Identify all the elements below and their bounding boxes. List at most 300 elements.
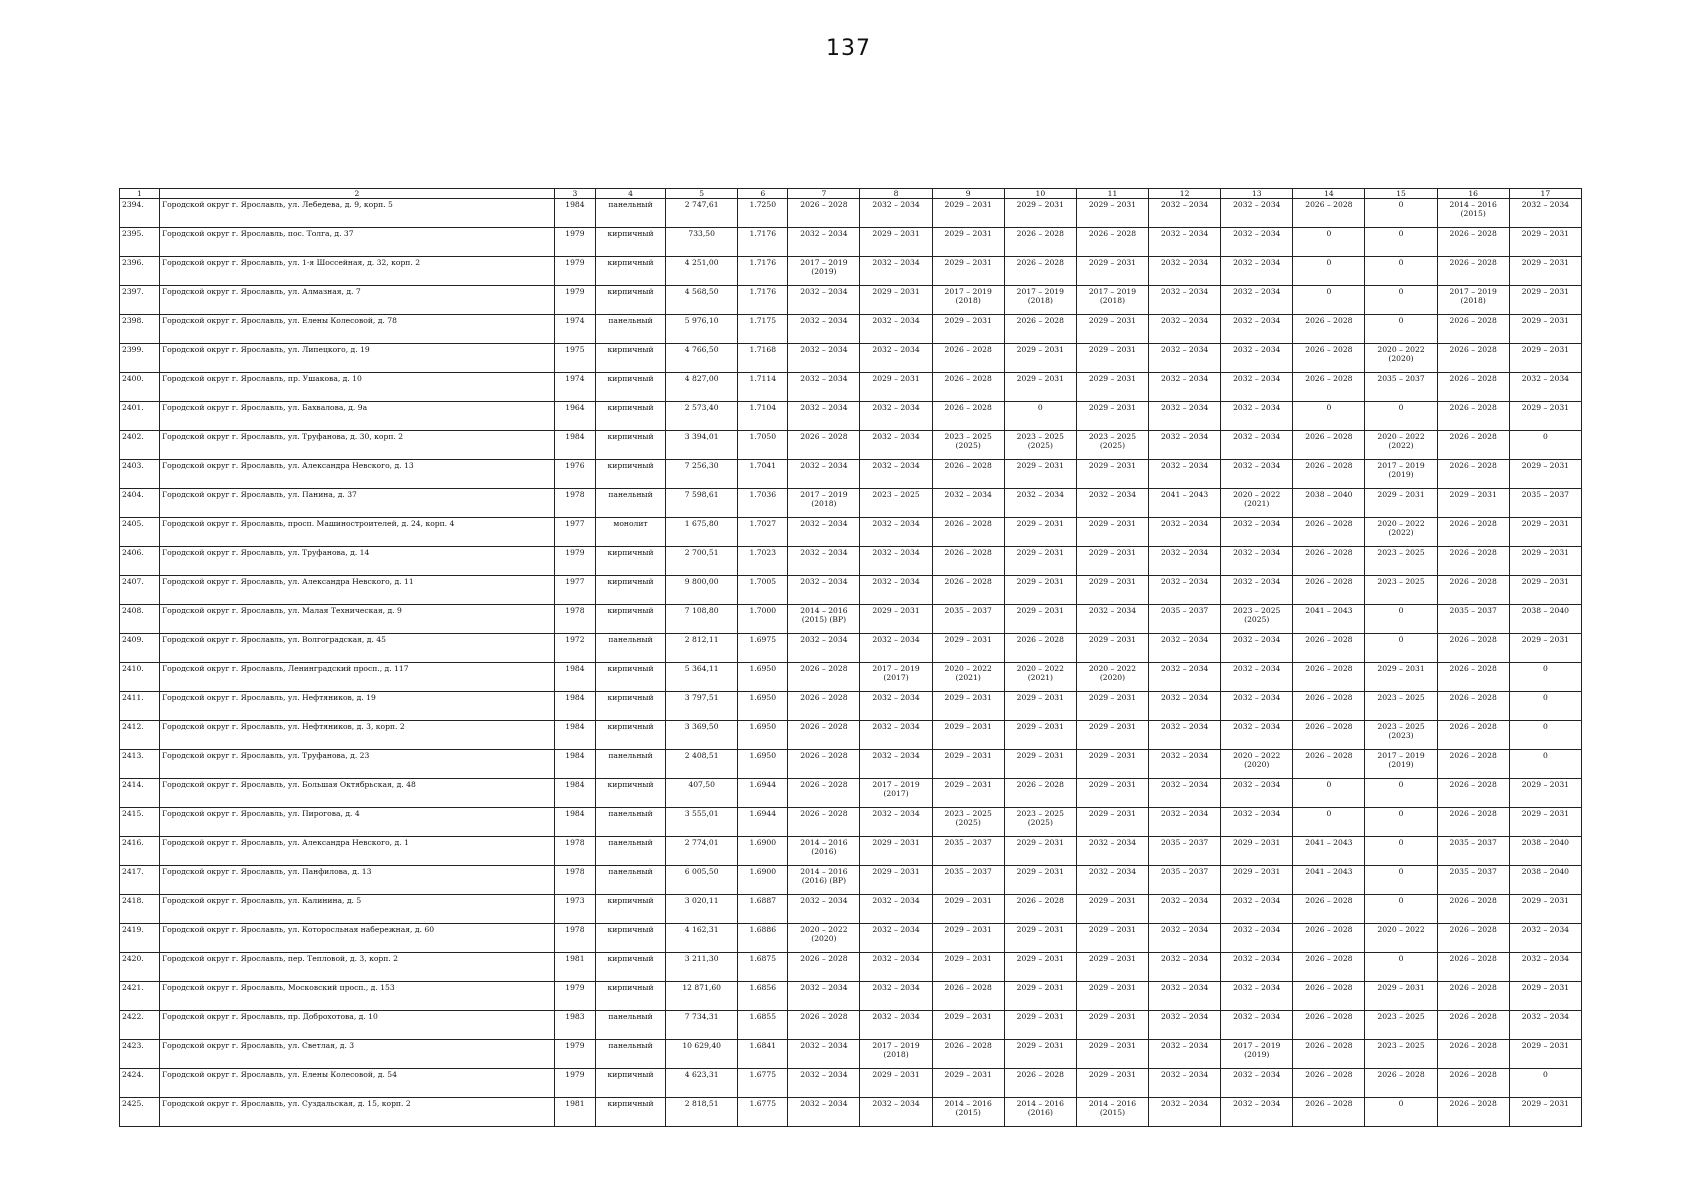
table-cell-col-2: Городской округ г. Ярославль, ул. Александра Невского, д. 13 <box>160 460 555 489</box>
table-cell-col-17: 2038 – 2040 <box>1509 605 1581 634</box>
table-cell-col-4: кирпичный <box>595 344 665 373</box>
table-cell-col-1: 2394. <box>120 199 160 228</box>
table-cell-col-8: 2032 – 2034 <box>860 518 932 547</box>
table-cell-col-13: 2032 – 2034 <box>1221 460 1293 489</box>
table-row <box>120 315 1582 344</box>
table-cell-col-17: 2029 – 2031 <box>1509 1098 1581 1127</box>
table-cell-col-9: 2029 – 2031 <box>932 228 1004 257</box>
table-cell-col-4: панельный <box>595 489 665 518</box>
table-cell-col-14: 2026 – 2028 <box>1293 1069 1365 1098</box>
table-cell-col-13: 2032 – 2034 <box>1221 547 1293 576</box>
table-cell-col-8: 2029 – 2031 <box>860 605 932 634</box>
table-cell-col-4: кирпичный <box>595 286 665 315</box>
table-cell-col-12: 2032 – 2034 <box>1149 721 1221 750</box>
table-row <box>120 634 1582 663</box>
table-cell-col-17: 2029 – 2031 <box>1509 228 1581 257</box>
table-cell-col-7: 2032 – 2034 <box>788 634 860 663</box>
table-cell-col-10: 2029 – 2031 <box>1004 750 1076 779</box>
table-cell-col-16: 2026 – 2028 <box>1437 982 1509 1011</box>
table-cell-col-14: 2041 – 2043 <box>1293 605 1365 634</box>
table-cell-col-13: 2032 – 2034 <box>1221 1098 1293 1127</box>
table-cell-col-10: 2023 – 2025 (2025) <box>1004 431 1076 460</box>
table-cell-col-2: Городской округ г. Ярославль, пр. Ушакова, д. 10 <box>160 373 555 402</box>
table-cell-col-10: 2029 – 2031 <box>1004 982 1076 1011</box>
table-cell-col-3: 1974 <box>554 315 595 344</box>
table-cell-col-14: 0 <box>1293 808 1365 837</box>
table-cell-col-15: 2023 – 2025 <box>1365 1011 1437 1040</box>
table-cell-col-16: 2026 – 2028 <box>1437 692 1509 721</box>
table-cell-col-15: 0 <box>1365 199 1437 228</box>
table-cell-col-2: Городской округ г. Ярославль, ул. Лебедева, д. 9, корп. 5 <box>160 199 555 228</box>
table-cell-col-11: 2029 – 2031 <box>1076 692 1148 721</box>
table-cell-col-7: 2032 – 2034 <box>788 1098 860 1127</box>
table-cell-col-12: 2035 – 2037 <box>1149 866 1221 895</box>
table-cell-col-3: 1977 <box>554 518 595 547</box>
table-cell-col-9: 2026 – 2028 <box>932 460 1004 489</box>
table-cell-col-11: 2029 – 2031 <box>1076 634 1148 663</box>
table-cell-col-5: 407,50 <box>666 779 738 808</box>
table-cell-col-16: 2026 – 2028 <box>1437 750 1509 779</box>
table-cell-col-1: 2414. <box>120 779 160 808</box>
table-cell-col-8: 2032 – 2034 <box>860 692 932 721</box>
table-cell-col-11: 2029 – 2031 <box>1076 315 1148 344</box>
table-cell-col-13: 2032 – 2034 <box>1221 721 1293 750</box>
table-cell-col-17: 2029 – 2031 <box>1509 576 1581 605</box>
table-cell-col-4: монолит <box>595 518 665 547</box>
table-cell-col-7: 2026 – 2028 <box>788 663 860 692</box>
table-row <box>120 431 1582 460</box>
table-cell-col-3: 1984 <box>554 692 595 721</box>
table-cell-col-1: 2401. <box>120 402 160 431</box>
table-cell-col-6: 1.6875 <box>738 953 788 982</box>
table-cell-col-12: 2032 – 2034 <box>1149 895 1221 924</box>
table-cell-col-16: 2026 – 2028 <box>1437 1040 1509 1069</box>
table-cell-col-9: 2029 – 2031 <box>932 895 1004 924</box>
table-cell-col-11: 2029 – 2031 <box>1076 1011 1148 1040</box>
table-cell-col-2: Городской округ г. Ярославль, ул. Большая Октябрьская, д. 48 <box>160 779 555 808</box>
table-cell-col-12: 2032 – 2034 <box>1149 1011 1221 1040</box>
table-cell-col-4: кирпичный <box>595 228 665 257</box>
table-cell-col-11: 2029 – 2031 <box>1076 460 1148 489</box>
table-cell-col-4: кирпичный <box>595 605 665 634</box>
table-cell-col-1: 2404. <box>120 489 160 518</box>
table-cell-col-8: 2032 – 2034 <box>860 895 932 924</box>
table-cell-col-7: 2032 – 2034 <box>788 982 860 1011</box>
table-cell-col-17: 2032 – 2034 <box>1509 373 1581 402</box>
table-cell-col-10: 2026 – 2028 <box>1004 779 1076 808</box>
table-cell-col-3: 1984 <box>554 750 595 779</box>
table-cell-col-2: Городской округ г. Ярославль, ул. Которосльная набережная, д. 60 <box>160 924 555 953</box>
table-cell-col-6: 1.6856 <box>738 982 788 1011</box>
table-cell-col-12: 2032 – 2034 <box>1149 663 1221 692</box>
table-cell-col-9: 2023 – 2025 (2025) <box>932 431 1004 460</box>
table-cell-col-8: 2029 – 2031 <box>860 373 932 402</box>
table-cell-col-16: 2026 – 2028 <box>1437 228 1509 257</box>
table-cell-col-7: 2032 – 2034 <box>788 518 860 547</box>
table-row <box>120 518 1582 547</box>
table-cell-col-15: 0 <box>1365 634 1437 663</box>
table-cell-col-9: 2029 – 2031 <box>932 924 1004 953</box>
table-cell-col-8: 2032 – 2034 <box>860 924 932 953</box>
table-cell-col-11: 2029 – 2031 <box>1076 1069 1148 1098</box>
column-header-7: 7 <box>788 189 860 199</box>
table-cell-col-9: 2026 – 2028 <box>932 518 1004 547</box>
table-cell-col-12: 2032 – 2034 <box>1149 953 1221 982</box>
table-cell-col-7: 2014 – 2016 (2016) <box>788 837 860 866</box>
table-cell-col-3: 1981 <box>554 1098 595 1127</box>
table-cell-col-6: 1.7041 <box>738 460 788 489</box>
table-cell-col-12: 2032 – 2034 <box>1149 228 1221 257</box>
table-row <box>120 779 1582 808</box>
table-cell-col-2: Городской округ г. Ярославль, ул. Труфанова, д. 14 <box>160 547 555 576</box>
table-cell-col-17: 0 <box>1509 1069 1581 1098</box>
table-cell-col-3: 1984 <box>554 721 595 750</box>
table-cell-col-14: 2026 – 2028 <box>1293 1098 1365 1127</box>
table-cell-col-10: 2020 – 2022 (2021) <box>1004 663 1076 692</box>
table-cell-col-8: 2032 – 2034 <box>860 1098 932 1127</box>
table-cell-col-14: 2026 – 2028 <box>1293 750 1365 779</box>
table-row <box>120 489 1582 518</box>
table-cell-col-4: кирпичный <box>595 547 665 576</box>
table-cell-col-6: 1.7114 <box>738 373 788 402</box>
table-cell-col-2: Городской округ г. Ярославль, ул. Труфанова, д. 23 <box>160 750 555 779</box>
table-cell-col-4: кирпичный <box>595 1098 665 1127</box>
table-cell-col-3: 1979 <box>554 547 595 576</box>
table-cell-col-5: 4 623,31 <box>666 1069 738 1098</box>
table-cell-col-16: 2035 – 2037 <box>1437 837 1509 866</box>
table-cell-col-1: 2415. <box>120 808 160 837</box>
table-cell-col-2: Городской округ г. Ярославль, Московский просп., д. 153 <box>160 982 555 1011</box>
housing-register-table <box>119 188 1582 1127</box>
table-cell-col-13: 2032 – 2034 <box>1221 518 1293 547</box>
table-cell-col-4: панельный <box>595 837 665 866</box>
table-cell-col-6: 1.7176 <box>738 228 788 257</box>
table-cell-col-4: кирпичный <box>595 779 665 808</box>
table-cell-col-17: 2032 – 2034 <box>1509 924 1581 953</box>
table-cell-col-10: 2029 – 2031 <box>1004 547 1076 576</box>
table-cell-col-5: 3 555,01 <box>666 808 738 837</box>
table-cell-col-13: 2032 – 2034 <box>1221 808 1293 837</box>
table-cell-col-1: 2422. <box>120 1011 160 1040</box>
table-cell-col-17: 2029 – 2031 <box>1509 315 1581 344</box>
table-cell-col-1: 2412. <box>120 721 160 750</box>
table-cell-col-17: 2029 – 2031 <box>1509 460 1581 489</box>
table-cell-col-14: 2026 – 2028 <box>1293 721 1365 750</box>
table-cell-col-11: 2029 – 2031 <box>1076 257 1148 286</box>
table-cell-col-7: 2032 – 2034 <box>788 373 860 402</box>
table-cell-col-14: 2041 – 2043 <box>1293 866 1365 895</box>
table-cell-col-9: 2029 – 2031 <box>932 199 1004 228</box>
table-cell-col-15: 0 <box>1365 953 1437 982</box>
table-cell-col-12: 2035 – 2037 <box>1149 605 1221 634</box>
table-cell-col-1: 2405. <box>120 518 160 547</box>
table-cell-col-2: Городской округ г. Ярославль, ул. Александра Невского, д. 1 <box>160 837 555 866</box>
table-cell-col-7: 2026 – 2028 <box>788 692 860 721</box>
table-cell-col-15: 0 <box>1365 779 1437 808</box>
table-cell-col-8: 2032 – 2034 <box>860 344 932 373</box>
table-cell-col-6: 1.7000 <box>738 605 788 634</box>
table-cell-col-16: 2026 – 2028 <box>1437 460 1509 489</box>
table-cell-col-3: 1972 <box>554 634 595 663</box>
table-body <box>120 199 1582 1127</box>
table-cell-col-7: 2026 – 2028 <box>788 721 860 750</box>
table-cell-col-6: 1.6950 <box>738 750 788 779</box>
table-cell-col-17: 2032 – 2034 <box>1509 199 1581 228</box>
table-cell-col-11: 2029 – 2031 <box>1076 808 1148 837</box>
table-cell-col-2: Городской округ г. Ярославль, ул. Труфанова, д. 30, корп. 2 <box>160 431 555 460</box>
table-cell-col-11: 2026 – 2028 <box>1076 228 1148 257</box>
table-cell-col-7: 2032 – 2034 <box>788 228 860 257</box>
table-cell-col-10: 2029 – 2031 <box>1004 692 1076 721</box>
table-cell-col-3: 1977 <box>554 576 595 605</box>
table-cell-col-10: 2026 – 2028 <box>1004 634 1076 663</box>
table-cell-col-4: панельный <box>595 750 665 779</box>
column-header-8: 8 <box>860 189 932 199</box>
table-cell-col-16: 2026 – 2028 <box>1437 634 1509 663</box>
table-row <box>120 1069 1582 1098</box>
table-cell-col-2: Городской округ г. Ярославль, ул. Липецкого, д. 19 <box>160 344 555 373</box>
table-cell-col-1: 2411. <box>120 692 160 721</box>
table-cell-col-2: Городской округ г. Ярославль, ул. Нефтяников, д. 19 <box>160 692 555 721</box>
table-cell-col-9: 2029 – 2031 <box>932 692 1004 721</box>
table-cell-col-9: 2026 – 2028 <box>932 547 1004 576</box>
table-cell-col-13: 2032 – 2034 <box>1221 634 1293 663</box>
column-header-5: 5 <box>666 189 738 199</box>
table-cell-col-16: 2026 – 2028 <box>1437 344 1509 373</box>
table-cell-col-2: Городской округ г. Ярославль, ул. Суздальская, д. 15, корп. 2 <box>160 1098 555 1127</box>
table-cell-col-1: 2409. <box>120 634 160 663</box>
table-cell-col-12: 2032 – 2034 <box>1149 634 1221 663</box>
table-cell-col-17: 2029 – 2031 <box>1509 547 1581 576</box>
table-cell-col-15: 0 <box>1365 228 1437 257</box>
table-cell-col-13: 2032 – 2034 <box>1221 286 1293 315</box>
table-cell-col-12: 2032 – 2034 <box>1149 402 1221 431</box>
column-header-12: 12 <box>1149 189 1221 199</box>
table-cell-col-17: 2029 – 2031 <box>1509 895 1581 924</box>
table-cell-col-10: 2029 – 2031 <box>1004 1040 1076 1069</box>
table-cell-col-16: 2026 – 2028 <box>1437 257 1509 286</box>
table-cell-col-10: 2029 – 2031 <box>1004 605 1076 634</box>
table-cell-col-10: 2017 – 2019 (2018) <box>1004 286 1076 315</box>
table-cell-col-8: 2032 – 2034 <box>860 576 932 605</box>
table-cell-col-13: 2032 – 2034 <box>1221 373 1293 402</box>
table-row <box>120 866 1582 895</box>
table-cell-col-15: 2020 – 2022 <box>1365 924 1437 953</box>
table-cell-col-15: 2020 – 2022 (2020) <box>1365 344 1437 373</box>
column-header-14: 14 <box>1293 189 1365 199</box>
table-cell-col-8: 2032 – 2034 <box>860 953 932 982</box>
table-row <box>120 895 1582 924</box>
table-cell-col-12: 2032 – 2034 <box>1149 257 1221 286</box>
table-row <box>120 460 1582 489</box>
table-cell-col-11: 2029 – 2031 <box>1076 518 1148 547</box>
table-cell-col-14: 2026 – 2028 <box>1293 982 1365 1011</box>
table-cell-col-4: кирпичный <box>595 663 665 692</box>
table-cell-col-1: 2425. <box>120 1098 160 1127</box>
column-header-3: 3 <box>554 189 595 199</box>
table-cell-col-3: 1978 <box>554 924 595 953</box>
table-cell-col-11: 2029 – 2031 <box>1076 982 1148 1011</box>
table-row <box>120 982 1582 1011</box>
table-cell-col-9: 2032 – 2034 <box>932 489 1004 518</box>
table-cell-col-17: 2029 – 2031 <box>1509 634 1581 663</box>
table-cell-col-7: 2026 – 2028 <box>788 1011 860 1040</box>
table-cell-col-6: 1.6975 <box>738 634 788 663</box>
table-cell-col-16: 2035 – 2037 <box>1437 605 1509 634</box>
table-cell-col-17: 0 <box>1509 663 1581 692</box>
table-cell-col-2: Городской округ г. Ярославль, ул. Алмазная, д. 7 <box>160 286 555 315</box>
table-cell-col-13: 2032 – 2034 <box>1221 1069 1293 1098</box>
table-cell-col-4: панельный <box>595 199 665 228</box>
table-cell-col-15: 0 <box>1365 605 1437 634</box>
table-cell-col-5: 5 364,11 <box>666 663 738 692</box>
table-cell-col-7: 2032 – 2034 <box>788 402 860 431</box>
table-cell-col-15: 0 <box>1365 808 1437 837</box>
table-cell-col-6: 1.7168 <box>738 344 788 373</box>
table-cell-col-6: 1.6900 <box>738 866 788 895</box>
table-cell-col-15: 0 <box>1365 257 1437 286</box>
table-cell-col-5: 6 005,50 <box>666 866 738 895</box>
table-cell-col-4: кирпичный <box>595 431 665 460</box>
column-header-15: 15 <box>1365 189 1437 199</box>
table-row <box>120 1011 1582 1040</box>
table-cell-col-16: 2026 – 2028 <box>1437 1098 1509 1127</box>
table-cell-col-5: 12 871,60 <box>666 982 738 1011</box>
table-cell-col-8: 2032 – 2034 <box>860 460 932 489</box>
table-cell-col-9: 2017 – 2019 (2018) <box>932 286 1004 315</box>
table-cell-col-13: 2032 – 2034 <box>1221 228 1293 257</box>
table-cell-col-6: 1.6950 <box>738 692 788 721</box>
table-cell-col-2: Городской округ г. Ярославль, пер. Тепловой, д. 3, корп. 2 <box>160 953 555 982</box>
table-cell-col-3: 1984 <box>554 431 595 460</box>
table-cell-col-13: 2032 – 2034 <box>1221 1011 1293 1040</box>
table-cell-col-15: 2035 – 2037 <box>1365 373 1437 402</box>
table-row <box>120 344 1582 373</box>
table-cell-col-17: 2029 – 2031 <box>1509 257 1581 286</box>
table-cell-col-11: 2029 – 2031 <box>1076 1040 1148 1069</box>
table-cell-col-17: 0 <box>1509 750 1581 779</box>
table-cell-col-16: 2026 – 2028 <box>1437 924 1509 953</box>
table-cell-col-14: 2026 – 2028 <box>1293 924 1365 953</box>
table-cell-col-5: 2 700,51 <box>666 547 738 576</box>
table-cell-col-13: 2032 – 2034 <box>1221 924 1293 953</box>
table-cell-col-14: 0 <box>1293 402 1365 431</box>
table-cell-col-15: 2029 – 2031 <box>1365 982 1437 1011</box>
table-cell-col-9: 2029 – 2031 <box>932 721 1004 750</box>
table-cell-col-11: 2029 – 2031 <box>1076 199 1148 228</box>
table-cell-col-8: 2032 – 2034 <box>860 257 932 286</box>
table-cell-col-13: 2020 – 2022 (2021) <box>1221 489 1293 518</box>
table-row <box>120 953 1582 982</box>
table-cell-col-11: 2029 – 2031 <box>1076 373 1148 402</box>
table-cell-col-16: 2026 – 2028 <box>1437 1069 1509 1098</box>
table-cell-col-7: 2017 – 2019 (2018) <box>788 489 860 518</box>
table-cell-col-16: 2026 – 2028 <box>1437 315 1509 344</box>
table-cell-col-17: 2029 – 2031 <box>1509 518 1581 547</box>
table-cell-col-8: 2032 – 2034 <box>860 808 932 837</box>
table-cell-col-12: 2032 – 2034 <box>1149 982 1221 1011</box>
table-cell-col-10: 2032 – 2034 <box>1004 489 1076 518</box>
table-cell-col-7: 2032 – 2034 <box>788 1069 860 1098</box>
table-cell-col-6: 1.6944 <box>738 779 788 808</box>
table-cell-col-16: 2026 – 2028 <box>1437 663 1509 692</box>
table-cell-col-16: 2029 – 2031 <box>1437 489 1509 518</box>
table-cell-col-11: 2032 – 2034 <box>1076 489 1148 518</box>
table-cell-col-7: 2026 – 2028 <box>788 953 860 982</box>
table-cell-col-8: 2032 – 2034 <box>860 721 932 750</box>
table-cell-col-12: 2032 – 2034 <box>1149 286 1221 315</box>
table-cell-col-6: 1.7250 <box>738 199 788 228</box>
table-cell-col-5: 2 818,51 <box>666 1098 738 1127</box>
table-cell-col-2: Городской округ г. Ярославль, ул. Пирогова, д. 4 <box>160 808 555 837</box>
table-cell-col-4: кирпичный <box>595 924 665 953</box>
table-row <box>120 750 1582 779</box>
table-cell-col-14: 0 <box>1293 257 1365 286</box>
table-cell-col-9: 2029 – 2031 <box>932 257 1004 286</box>
table-cell-col-14: 2026 – 2028 <box>1293 518 1365 547</box>
table-cell-col-10: 2029 – 2031 <box>1004 576 1076 605</box>
table-row <box>120 257 1582 286</box>
table-cell-col-4: кирпичный <box>595 257 665 286</box>
table-cell-col-2: Городской округ г. Ярославль, ул. Светлая, д. 3 <box>160 1040 555 1069</box>
table-cell-col-15: 2020 – 2022 (2022) <box>1365 518 1437 547</box>
table-cell-col-13: 2032 – 2034 <box>1221 895 1293 924</box>
table-cell-col-14: 2026 – 2028 <box>1293 953 1365 982</box>
table-cell-col-9: 2029 – 2031 <box>932 750 1004 779</box>
table-cell-col-12: 2032 – 2034 <box>1149 692 1221 721</box>
table-cell-col-12: 2032 – 2034 <box>1149 750 1221 779</box>
column-header-17: 17 <box>1509 189 1581 199</box>
table-cell-col-17: 2029 – 2031 <box>1509 344 1581 373</box>
table-cell-col-6: 1.6900 <box>738 837 788 866</box>
table-cell-col-3: 1984 <box>554 663 595 692</box>
table-cell-col-13: 2032 – 2034 <box>1221 663 1293 692</box>
table-cell-col-7: 2026 – 2028 <box>788 779 860 808</box>
table-cell-col-5: 9 800,00 <box>666 576 738 605</box>
table-cell-col-12: 2032 – 2034 <box>1149 1040 1221 1069</box>
table-cell-col-10: 2014 – 2016 (2016) <box>1004 1098 1076 1127</box>
table-cell-col-17: 2029 – 2031 <box>1509 286 1581 315</box>
table-cell-col-8: 2032 – 2034 <box>860 750 932 779</box>
table-cell-col-6: 1.7027 <box>738 518 788 547</box>
table-cell-col-4: панельный <box>595 315 665 344</box>
table-cell-col-1: 2416. <box>120 837 160 866</box>
column-header-10: 10 <box>1004 189 1076 199</box>
table-cell-col-10: 2029 – 2031 <box>1004 924 1076 953</box>
table-cell-col-15: 2017 – 2019 (2019) <box>1365 750 1437 779</box>
table-cell-col-1: 2419. <box>120 924 160 953</box>
table-cell-col-17: 0 <box>1509 431 1581 460</box>
table-cell-col-16: 2026 – 2028 <box>1437 431 1509 460</box>
table-cell-col-2: Городской округ г. Ярославль, ул. Малая Техническая, д. 9 <box>160 605 555 634</box>
table-cell-col-13: 2032 – 2034 <box>1221 953 1293 982</box>
table-cell-col-8: 2029 – 2031 <box>860 866 932 895</box>
table-cell-col-13: 2032 – 2034 <box>1221 431 1293 460</box>
table-cell-col-13: 2029 – 2031 <box>1221 866 1293 895</box>
table-cell-col-15: 2023 – 2025 <box>1365 1040 1437 1069</box>
table-cell-col-10: 2029 – 2031 <box>1004 199 1076 228</box>
table-cell-col-7: 2032 – 2034 <box>788 576 860 605</box>
table-cell-col-6: 1.6944 <box>738 808 788 837</box>
table-cell-col-2: Городской округ г. Ярославль, ул. Нефтяников, д. 3, корп. 2 <box>160 721 555 750</box>
table-cell-col-17: 0 <box>1509 692 1581 721</box>
table-cell-col-5: 3 211,30 <box>666 953 738 982</box>
table-cell-col-13: 2032 – 2034 <box>1221 692 1293 721</box>
table-cell-col-3: 1981 <box>554 953 595 982</box>
table-cell-col-5: 4 827,00 <box>666 373 738 402</box>
table-cell-col-7: 2032 – 2034 <box>788 344 860 373</box>
table-cell-col-10: 2029 – 2031 <box>1004 1011 1076 1040</box>
